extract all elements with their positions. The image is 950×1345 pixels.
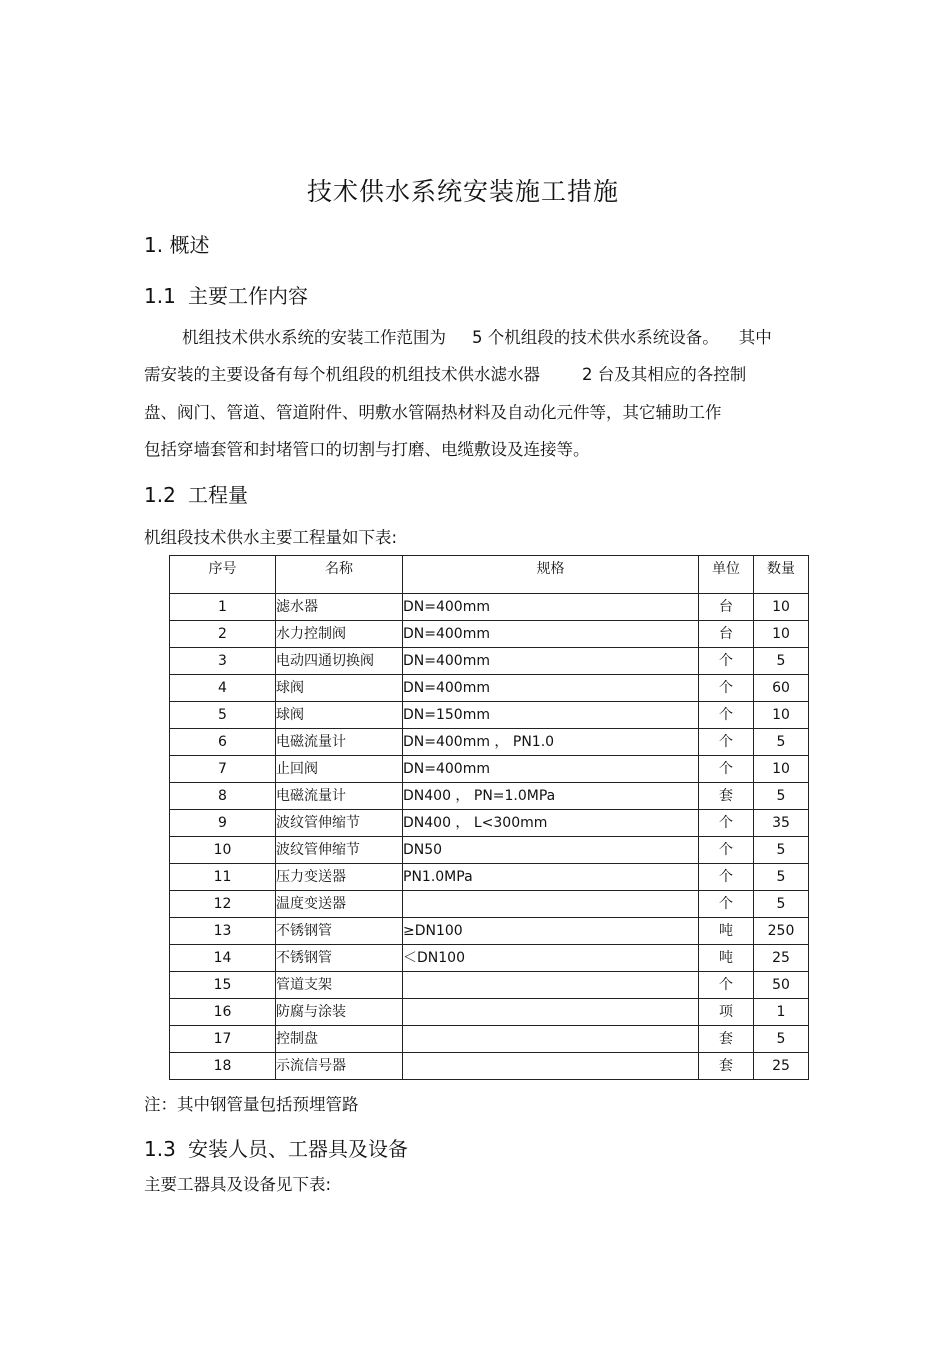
item-quantity: 10 — [754, 702, 809, 729]
column-header: 序号 — [170, 556, 276, 594]
item-quantity: 5 — [754, 783, 809, 810]
item-spec: DN=400mm — [403, 675, 699, 702]
section-heading-overview: 1. 概述 — [144, 233, 210, 257]
table-row — [170, 864, 809, 891]
item-spec: DN=150mm — [403, 702, 699, 729]
item-unit: 台 — [699, 621, 754, 648]
item-name: 电动四通切换阀 — [276, 648, 403, 675]
table-caption: 机组段技术供水主要工程量如下表: — [144, 528, 398, 547]
item-quantity: 10 — [754, 621, 809, 648]
row-number: 17 — [170, 1026, 276, 1053]
intro-line-3: 盘、阀门、管道、管道附件、明敷水管隔热材料及自动化元件等，其它辅助工作 — [144, 403, 722, 422]
row-number: 18 — [170, 1053, 276, 1080]
item-unit: 吨 — [699, 918, 754, 945]
row-number: 9 — [170, 810, 276, 837]
item-name: 波纹管伸缩节 — [276, 810, 403, 837]
row-number: 11 — [170, 864, 276, 891]
item-name: 电磁流量计 — [276, 783, 403, 810]
table-row — [170, 1026, 809, 1053]
row-number: 8 — [170, 783, 276, 810]
document-title: 技术供水系统安装施工措施 — [306, 177, 619, 206]
item-unit: 个 — [699, 729, 754, 756]
table-row — [170, 702, 809, 729]
item-name: 防腐与涂装 — [276, 999, 403, 1026]
item-quantity: 5 — [754, 837, 809, 864]
row-number: 7 — [170, 756, 276, 783]
table-row — [170, 783, 809, 810]
item-unit: 个 — [699, 702, 754, 729]
intro-text: 2 台及其相应的各控制 — [582, 365, 747, 384]
item-name: 电磁流量计 — [276, 729, 403, 756]
intro-text: 机组技术供水系统的安装工作范围为 — [182, 328, 446, 347]
quantity-table — [169, 555, 809, 1080]
item-unit: 个 — [699, 864, 754, 891]
table-row — [170, 1053, 809, 1080]
column-header: 单位 — [699, 556, 754, 594]
intro-line-4: 包括穿墙套管和封堵管口的切割与打磨、电缆敷设及连接等。 — [144, 440, 590, 459]
row-number: 6 — [170, 729, 276, 756]
row-number: 1 — [170, 594, 276, 621]
table-note: 注：其中钢管量包括预埋管路 — [144, 1095, 359, 1114]
item-name: 波纹管伸缩节 — [276, 837, 403, 864]
item-spec: PN1.0MPa — [403, 864, 699, 891]
row-number: 14 — [170, 945, 276, 972]
row-number: 2 — [170, 621, 276, 648]
section-label: 安装人员、工器具及设备 — [188, 1137, 408, 1161]
item-unit: 项 — [699, 999, 754, 1026]
item-unit: 个 — [699, 810, 754, 837]
table-header-row — [170, 556, 809, 594]
section-number: 1.1 — [144, 284, 176, 308]
item-unit: 个 — [699, 648, 754, 675]
section-heading-quantities — [144, 479, 248, 508]
row-number: 10 — [170, 837, 276, 864]
table-row — [170, 837, 809, 864]
item-quantity: 5 — [754, 648, 809, 675]
item-unit: 套 — [699, 1053, 754, 1080]
item-quantity: 60 — [754, 675, 809, 702]
item-spec: DN400 ， PN=1.0MPa — [403, 783, 699, 810]
table-row — [170, 972, 809, 999]
item-name: 滤水器 — [276, 594, 403, 621]
item-name: 管道支架 — [276, 972, 403, 999]
row-number: 12 — [170, 891, 276, 918]
intro-line-2 — [144, 361, 746, 385]
item-quantity: 5 — [754, 729, 809, 756]
table-row — [170, 594, 809, 621]
item-spec — [403, 891, 699, 918]
item-unit: 个 — [699, 837, 754, 864]
table-row — [170, 729, 809, 756]
item-quantity: 35 — [754, 810, 809, 837]
item-quantity: 250 — [754, 918, 809, 945]
item-spec: DN=400mm ， PN1.0 — [403, 729, 699, 756]
item-name: 控制盘 — [276, 1026, 403, 1053]
section-heading-personnel-tools — [144, 1133, 408, 1162]
intro-text: 需安装的主要设备有每个机组段的机组技术供水滤水器 — [144, 365, 540, 384]
item-spec: DN=400mm — [403, 621, 699, 648]
item-quantity: 50 — [754, 972, 809, 999]
item-name: 温度变送器 — [276, 891, 403, 918]
item-spec: ≥DN100 — [403, 918, 699, 945]
intro-line-1 — [182, 324, 772, 348]
item-name: 压力变送器 — [276, 864, 403, 891]
section-number: 1.3 — [144, 1137, 176, 1161]
item-name: 示流信号器 — [276, 1053, 403, 1080]
row-number: 15 — [170, 972, 276, 999]
item-quantity: 10 — [754, 756, 809, 783]
row-number: 4 — [170, 675, 276, 702]
item-unit: 台 — [699, 594, 754, 621]
item-unit: 个 — [699, 972, 754, 999]
intro-text: 5 个机组段的技术供水系统设备。 — [472, 328, 719, 347]
item-spec: DN50 — [403, 837, 699, 864]
item-quantity: 5 — [754, 891, 809, 918]
table-row — [170, 999, 809, 1026]
item-unit: 吨 — [699, 945, 754, 972]
item-spec — [403, 999, 699, 1026]
table-row — [170, 891, 809, 918]
section-label: 主要工作内容 — [188, 284, 308, 308]
item-quantity: 5 — [754, 864, 809, 891]
table-row — [170, 918, 809, 945]
item-unit: 套 — [699, 1026, 754, 1053]
item-unit: 个 — [699, 756, 754, 783]
table-row — [170, 675, 809, 702]
table-row — [170, 945, 809, 972]
item-quantity: 25 — [754, 945, 809, 972]
section-label: 工程量 — [188, 483, 248, 507]
item-name: 不锈钢管 — [276, 918, 403, 945]
item-spec — [403, 1026, 699, 1053]
column-header: 规格 — [403, 556, 699, 594]
item-name: 止回阀 — [276, 756, 403, 783]
item-unit: 个 — [699, 891, 754, 918]
item-quantity: 10 — [754, 594, 809, 621]
item-name: 不锈钢管 — [276, 945, 403, 972]
intro-text: 其中 — [738, 328, 772, 347]
item-name: 球阀 — [276, 702, 403, 729]
item-unit: 套 — [699, 783, 754, 810]
item-spec: ＜DN100 — [403, 945, 699, 972]
item-name: 球阀 — [276, 675, 403, 702]
item-spec — [403, 1053, 699, 1080]
row-number: 16 — [170, 999, 276, 1026]
item-quantity: 5 — [754, 1026, 809, 1053]
tools-caption: 主要工器具及设备见下表: — [144, 1175, 332, 1194]
table-row — [170, 810, 809, 837]
row-number: 3 — [170, 648, 276, 675]
table-row — [170, 621, 809, 648]
item-name: 水力控制阀 — [276, 621, 403, 648]
row-number: 5 — [170, 702, 276, 729]
table-row — [170, 756, 809, 783]
row-number: 13 — [170, 918, 276, 945]
item-unit: 个 — [699, 675, 754, 702]
item-spec — [403, 972, 699, 999]
section-number: 1.2 — [144, 483, 176, 507]
column-header: 数量 — [754, 556, 809, 594]
item-spec: DN400 ， L<300mm — [403, 810, 699, 837]
item-spec: DN=400mm — [403, 648, 699, 675]
item-quantity: 25 — [754, 1053, 809, 1080]
section-heading-main-work — [144, 280, 308, 309]
column-header: 名称 — [276, 556, 403, 594]
table-row — [170, 648, 809, 675]
item-spec: DN=400mm — [403, 756, 699, 783]
item-spec: DN=400mm — [403, 594, 699, 621]
item-quantity: 1 — [754, 999, 809, 1026]
